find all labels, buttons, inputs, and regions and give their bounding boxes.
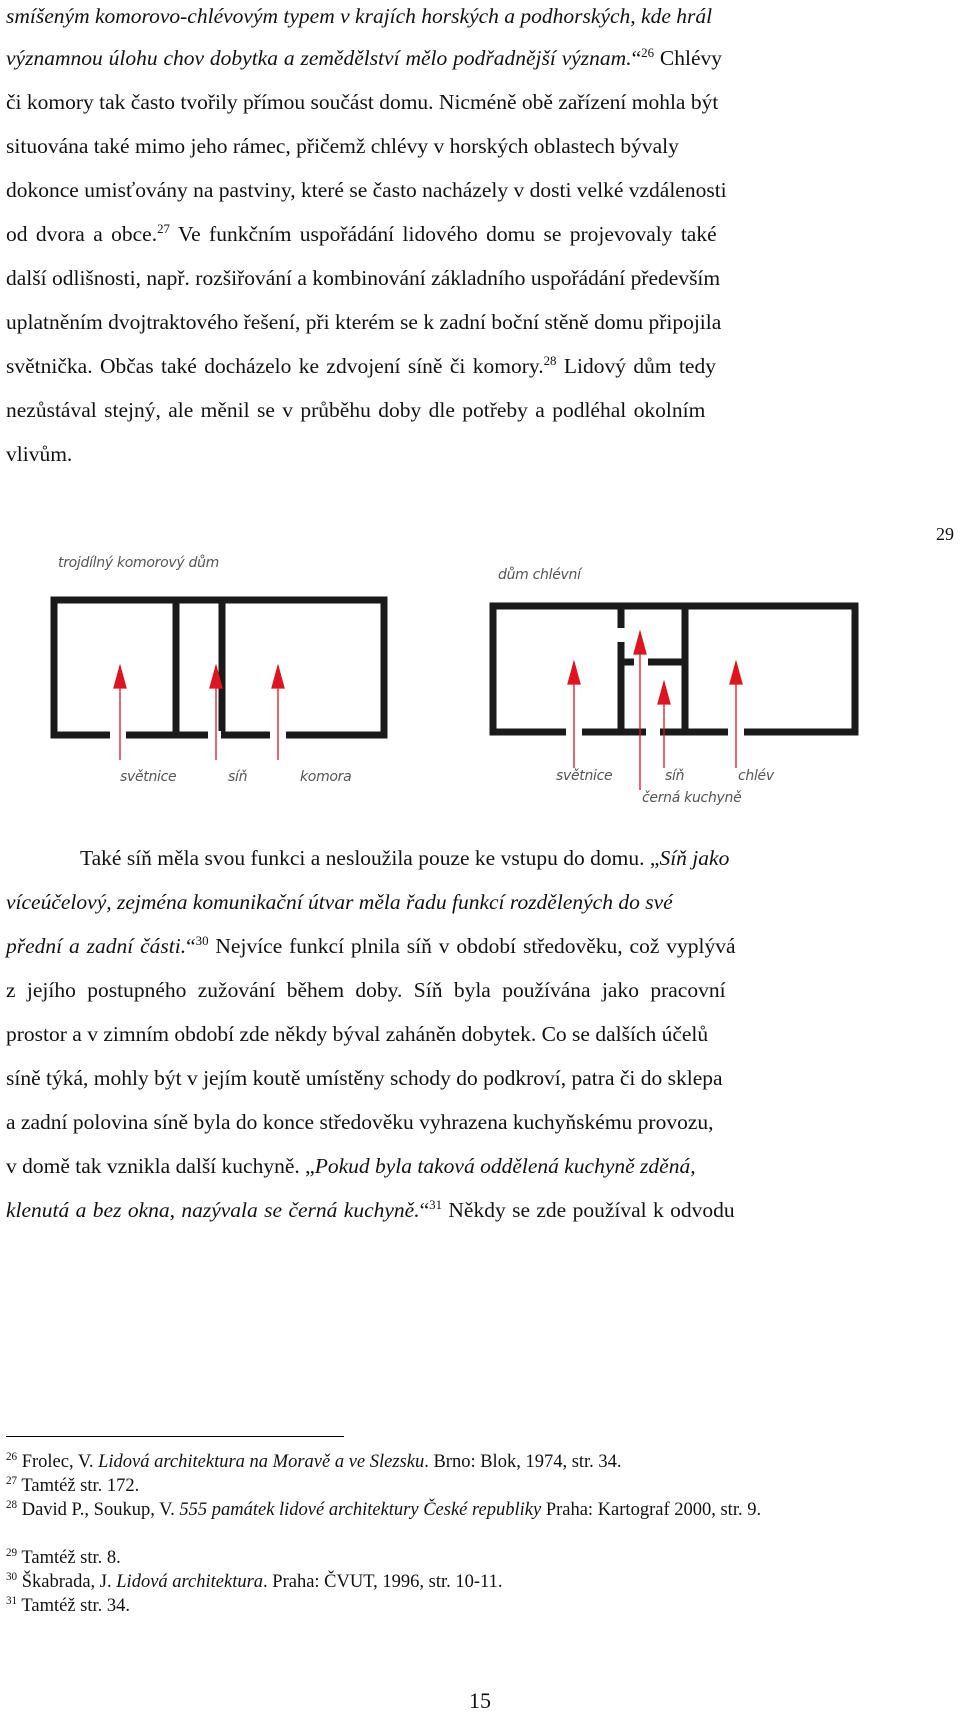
arrow-up-icon <box>730 662 742 684</box>
text-line: světnička. Občas také docházelo ke zdvojení síně či komory.$^{28}$ Lidový dům tedy <box>6 353 716 378</box>
text-line: od dvora a obce.$^{27}$ Ve funkčním uspořádání lidového domu se projevovaly také <box>6 221 717 246</box>
text-line: síně týká, mohly být v jejím koutě umístěny schody do podkroví, patra či do sklepa <box>6 1066 723 1090</box>
text-line: víceúčelový, zejména komunikační útvar měla řadu funkcí rozdělených do své <box>6 890 673 914</box>
room-label: komora <box>300 769 352 785</box>
room-label: síň <box>228 769 248 785</box>
arrow-up-icon <box>114 666 126 688</box>
room-label: světnice <box>120 769 177 785</box>
footnote: $^{31}$ Tamtéž str. 34. <box>6 1594 131 1616</box>
text-line: prostor a v zimním období zde někdy býval zaháněn dobytek. Co se dalších účelů <box>6 1022 709 1046</box>
arrow-up-icon <box>210 666 222 688</box>
text-line: a zadní polovina síně byla do konce středověku vyhrazena kuchyňskému provozu, <box>6 1110 714 1134</box>
text-line: přední a zadní části.“$^{30}$ Nejvíce funkcí plnila síň v období středověku, což vyplývá <box>6 933 736 958</box>
left-plan-title: trojdílný komorový dům <box>58 555 219 571</box>
footnote-ref: 26 <box>641 45 655 60</box>
right-plan-title: dům chlévní <box>498 567 581 583</box>
text-line: vlivům. <box>6 442 73 466</box>
room-label: černá kuchyně <box>642 790 742 806</box>
text-line: v domě tak vznikla další kuchyně. „Pokud byla taková oddělená kuchyně zděná, <box>6 1154 696 1178</box>
footnote: $^{27}$ Tamtéž str. 172. <box>6 1474 140 1496</box>
room-label: chlév <box>738 768 774 784</box>
footnote: $^{29}$ Tamtéž str. 8. <box>6 1546 121 1568</box>
text-line: smíšeným komorovo-chlévovým typem v krajích horských a podhorských, kde hrál <box>6 4 713 28</box>
footnote-ref: 27 <box>157 221 170 236</box>
footnote-ref: 31 <box>429 1197 443 1212</box>
arrow-up-icon <box>658 682 670 704</box>
text-line: uplatněním dvojtraktového řešení, při kterém se k zadní boční stěně domu připojila <box>6 310 722 334</box>
text-line: nezůstával stejný, ale měnil se v průběhu doby dle potřeby a podléhal okolním <box>6 398 706 422</box>
footnote: $^{30}$ Škabrada, J. Lidová architektura. Praha: ČVUT, 1996, str. 10-11. <box>6 1570 503 1592</box>
left-plan-arrows <box>50 650 390 760</box>
room-label: světnice <box>556 768 613 784</box>
room-label: síň <box>665 768 685 784</box>
text-line: či komory tak často tvořily přímou součást domu. Nicméně obě zařízení mohla být <box>6 90 719 114</box>
footnote: $^{28}$ David P., Soukup, V. 555 památek lidové architektury České republiky Praha: Kartograf 2000, str. 9. <box>6 1498 762 1520</box>
text-line: významnou úlohu chov dobytka a zemědělství mělo podřadnější význam.“$^{26}$ Chlévy <box>6 45 722 70</box>
footnote-separator <box>6 1436 344 1437</box>
figure-footnote-ref: 29 <box>936 524 954 544</box>
text-line: situována také mimo jeho rámec, přičemž chlévy v horských oblastech bývaly <box>6 134 679 158</box>
text-line: další odlišnosti, např. rozšiřování a kombinování základního uspořádání především <box>6 266 721 290</box>
text-line: dokonce umisťovány na pastviny, které se často nacházely v dosti velké vzdálenosti <box>6 178 727 202</box>
footnote: $^{26}$ Frolec, V. Lidová architektura na Moravě a ve Slezsku. Brno: Blok, 1974, str. 34. <box>6 1450 622 1472</box>
text-line: z jejího postupného zužování během doby. Síň byla používána jako pracovní <box>6 978 726 1002</box>
arrow-up-icon <box>568 662 580 684</box>
text-line: Také síň měla svou funkci a nesloužila pouze ke vstupu do domu. „Síň jako <box>80 846 730 870</box>
page-number: 15 <box>469 1688 491 1713</box>
arrow-up-icon <box>272 666 284 688</box>
footnote-ref: 28 <box>543 353 557 368</box>
footnote-ref: 30 <box>195 933 209 948</box>
text-line: klenutá a bez okna, nazývala se černá kuchyně.“$^{31}$ Někdy se zde používal k odvodu <box>6 1197 735 1222</box>
